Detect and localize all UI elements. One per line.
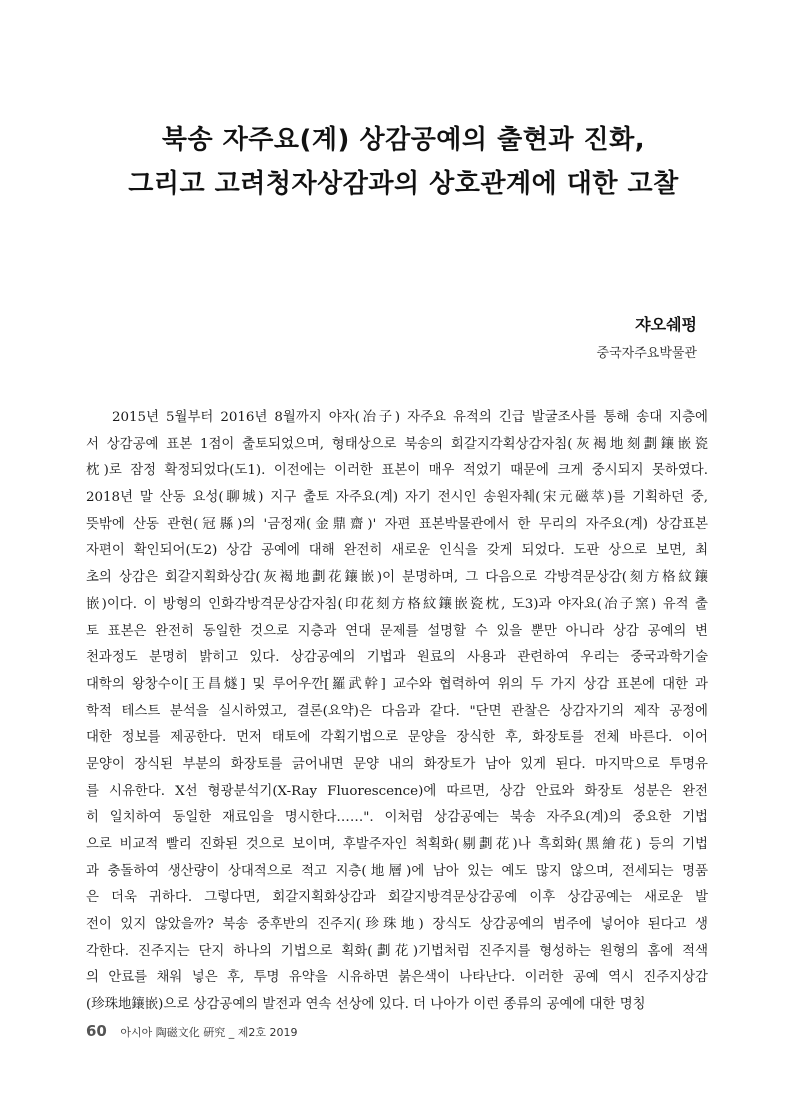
body-line: 학적 테스트 분석을 실시하였고, 결론(요약)은 다음과 같다. "단면 관찰은 상감자기의 제작 공정에 (86, 703, 708, 719)
body-line: 서 상감공예 표본 1점이 출토되었으며, 형태상으로 북송의 회갈지각획상감자침(灰褐地刻劃鑲嵌瓷 (86, 436, 708, 452)
body-line: 대한 정보를 제공한다. 먼저 태토에 각획기법으로 문양을 장식한 후, 화장토를 전체 바른다. 이어 (86, 730, 708, 746)
journal-info: 아시아 陶磁文化 硏究 _ 제2호 2019 (120, 1026, 298, 1039)
body-line: 의 안료를 채워 넣은 후, 투명 유약을 시유하면 붉은색이 나타난다. 이러한 공예 역시 진주지상감 (86, 970, 708, 986)
body-line: 토 표본은 완전히 동일한 것으로 지층과 연대 문제를 설명할 수 있을 뿐만 아니라 상감 공예의 변 (86, 623, 708, 639)
body-paragraph (86, 405, 708, 1019)
body-line: 과 충돌하여 생산량이 상대적으로 적고 지층(地層)에 남아 있는 예도 많지 않으며, 전세되는 명품 (86, 863, 708, 879)
title-line-1: 북송 자주요(계) 상감공예의 출현과 진화, (161, 125, 646, 155)
author-name: 쟈오쉐펑 (635, 315, 697, 334)
body-line: 은 더욱 귀하다. 그렇다면, 회갈지획화상감과 회갈지방격문상감공예 이후 상감공예는 새로운 발 (86, 890, 708, 906)
body-line: 문양이 장식된 부분의 화장토를 긁어내면 문양 내의 화장토가 남아 있게 된다. 마지막으로 투명유 (86, 756, 708, 772)
body-line: 뜻밖에 산동 관현(冠縣)의 '금정재(金鼎齋)' 자편 표본박물관에서 한 무리의 자주요(계) 상감표본 (86, 516, 708, 532)
body-line: (珍珠地鑲嵌)으로 상감공예의 발전과 연속 선상에 있다. 더 나아가 이런 종류의 공예에 대한 명칭 (86, 997, 646, 1013)
body-line: 2018년 말 산동 요성(聊城) 지구 출토 자주요(계) 자기 전시인 송원자췌(宋元磁萃)를 기획하던 중, (86, 490, 708, 506)
page-footer (86, 1022, 297, 1040)
body-line: 전이 있지 않았을까? 북송 중후반의 진주지(珍珠地) 장식도 상감공예의 범주에 넣어야 된다고 생 (86, 917, 708, 933)
body-line: 嵌)이다. 이 방형의 인화각방격문상감자침(印花刻方格紋鑲嵌瓷枕, 도3)과 야자요(冶子窯) 유적 출 (86, 596, 708, 612)
body-line: 자편이 확인되어(도2) 상감 공예에 대해 완전히 새로운 인식을 갖게 되었다. 도판 상으로 보면, 최 (86, 543, 708, 559)
body-line: 枕)로 잠정 확정되었다(도1). 이전에는 이러한 표본이 매우 적었기 때문에 크게 중시되지 못하였다. (86, 463, 708, 479)
title-line-2: 그리고 고려청자상감과의 상호관계에 대한 고찰 (128, 169, 679, 199)
body-line: 히 일치하여 동일한 재료임을 명시한다……". 이처럼 상감공예는 북송 자주요(계)의 중요한 기법 (86, 810, 708, 826)
body-line: 천과정도 분명히 밝히고 있다. 상감공예의 기법과 원료의 사용과 관련하여 우리는 중국과학기술 (86, 650, 708, 666)
page-number: 60 (86, 1022, 107, 1040)
body-line: 를 시유한다. X선 형광분석기(X-Ray Fluorescence)에 따르면, 상감 안료와 화장토 성분은 완전 (86, 783, 708, 799)
author-affiliation: 중국자주요박물관 (596, 346, 697, 361)
body-line: 대학의 왕창수이[王昌燧] 및 루어우깐[羅武幹] 교수와 협력하여 위의 두 가지 상감 표본에 대한 과 (86, 676, 708, 692)
article-title (60, 118, 747, 206)
body-line: 2015년 5월부터 2016년 8월까지 야자(冶子) 자주요 유적의 긴급 발굴조사를 통해 송대 지층에 (112, 410, 708, 425)
body-line: 으로 비교적 빨리 진화된 것으로 보이며, 후발주자인 척획화(剔劃花)나 흑회화(黑繪花) 등의 기법 (86, 837, 708, 852)
body-line: 각한다. 진주지는 단지 하나의 기법으로 획화(劃花)기법처럼 진주지를 형성하는 원형의 홈에 적색 (86, 943, 708, 959)
body-line: 초의 상감은 회갈지획화상감(灰褐地劃花鑲嵌)이 분명하며, 그 다음으로 각방격문상감(刻方格紋鑲 (86, 570, 708, 586)
